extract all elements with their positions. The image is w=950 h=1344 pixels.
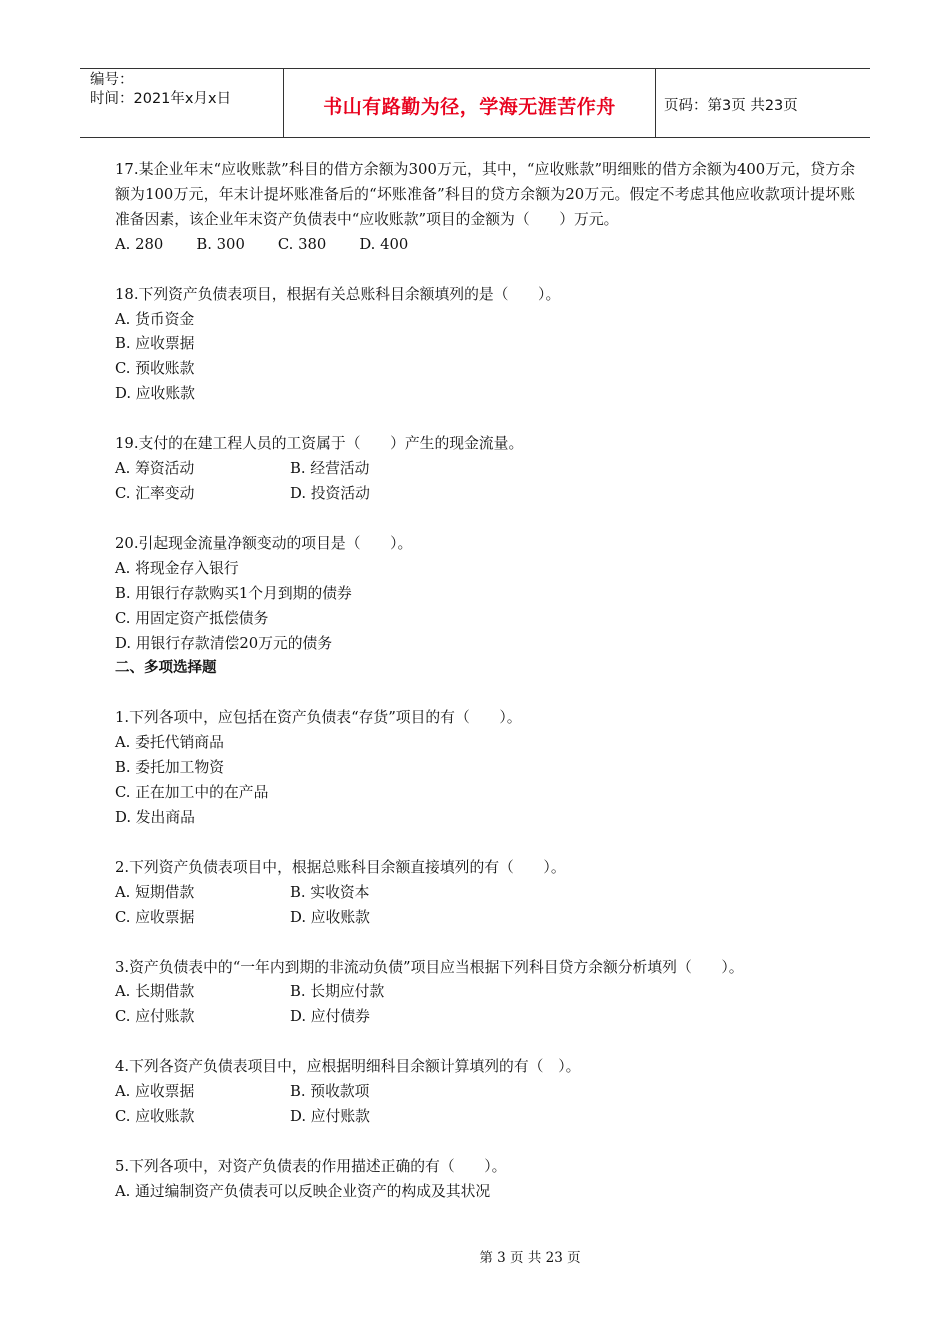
option-b: B. 长期应付款 [290, 983, 385, 1001]
option-d: D. 应收账款 [290, 908, 370, 926]
option-row [115, 482, 855, 507]
option-a: A. 应收票据 [115, 1083, 195, 1101]
question-text: 18.下列资产负债表项目，根据有关总账科目余额填列的是（ ）。 [115, 285, 561, 303]
option-a: A. 将现金存入银行 [115, 559, 239, 577]
multi-question-4 [115, 1055, 855, 1130]
option-row [115, 233, 855, 258]
option-b: B. 300 [196, 235, 245, 253]
page-label: 页码：第3页 共23页 [664, 98, 798, 114]
section-title: 二、多项选择题 [115, 660, 217, 677]
motto-text: 书山有路勤为径，学海无涯苦作舟 [323, 95, 616, 118]
option-b: B. 用银行存款购买1个月到期的债券 [115, 584, 352, 602]
question-text: 17.某企业年末“应收账款”科目的借方余额为300万元，其中，“应收账款”明细账的借方余额为400万元，贷方余额为100万元，年末计提坏账准备后的“坏账准备”科目的贷方余额为20万元。假定不考虑其他应收款项计提坏账准备因素，该企业年末资产负债表中“应收账款”项目的金额为（ ）万元。 [115, 161, 855, 228]
option-c: C. 预收账款 [115, 360, 195, 378]
option-row [115, 906, 855, 931]
option-a: A. 长期借款 [115, 983, 195, 1001]
question-text: 2.下列资产负债表项目中，根据总账科目余额直接填列的有（ ）。 [115, 858, 566, 876]
question-text: 19.支付的在建工程人员的工资属于（ ）产生的现金流量。 [115, 435, 524, 453]
header-motto-cell [283, 69, 656, 137]
question-text: 5.下列各项中，对资产负债表的作用描述正确的有（ ）。 [115, 1158, 507, 1175]
number-label: 编号： [90, 72, 134, 88]
option-b: B. 委托加工物资 [115, 759, 225, 777]
option-b: B. 经营活动 [290, 460, 370, 478]
question-18 [115, 283, 855, 408]
question-19 [115, 432, 855, 507]
option-row [115, 980, 855, 1005]
page-footer: 第 3 页 共 23 页 [479, 1250, 581, 1266]
document-body [115, 158, 855, 1205]
question-20 [115, 532, 855, 657]
question-text: 20.引起现金流量净额变动的项目是（ ）。 [115, 534, 413, 552]
option-c: C. 380 [277, 235, 327, 253]
option-c: C. 应付账款 [115, 1008, 195, 1026]
option-d: D. 400 [359, 235, 409, 253]
multi-question-3 [115, 956, 855, 1031]
option-c: C. 正在加工中的在产品 [115, 784, 269, 802]
option-b: B. 实收资本 [290, 883, 370, 901]
time-label: 时间：2021年x月x日 [90, 91, 232, 107]
option-d: D. 应付账款 [290, 1108, 370, 1126]
option-row [115, 457, 855, 482]
option-b: B. 应收票据 [115, 335, 195, 353]
option-row [115, 1080, 855, 1105]
option-row [115, 881, 855, 906]
option-a: A. 280 [115, 235, 164, 253]
option-b: B. 预收款项 [290, 1083, 370, 1101]
option-a: A. 委托代销商品 [115, 734, 224, 752]
option-a: A. 货币资金 [115, 310, 195, 328]
option-c: C. 汇率变动 [115, 484, 195, 502]
option-d: D. 用银行存款清偿20万元的债务 [115, 634, 333, 652]
multi-question-1 [115, 706, 855, 831]
header-left [90, 71, 280, 109]
option-d: D. 投资活动 [290, 484, 370, 502]
option-row [115, 1105, 855, 1130]
option-d: D. 发出商品 [115, 808, 195, 826]
option-a: A. 通过编制资产负债表可以反映企业资产的构成及其状况 [115, 1182, 491, 1200]
option-row [115, 1005, 855, 1030]
page-header [80, 68, 870, 138]
question-text: 4.下列各资产负债表项目中，应根据明细科目余额计算填列的有（ ）。 [115, 1058, 581, 1076]
question-text: 1.下列各项中，应包括在资产负债表“存货”项目的有（ ）。 [115, 709, 522, 727]
option-a: A. 短期借款 [115, 883, 195, 901]
question-text: 3.资产负债表中的“一年内到期的非流动负债”项目应当根据下列科目贷方余额分析填列（ ）。 [115, 958, 744, 976]
multi-question-2 [115, 856, 855, 931]
multi-question-5 [115, 1155, 855, 1205]
option-a: A. 筹资活动 [115, 460, 195, 478]
option-c: C. 用固定资产抵偿债务 [115, 609, 269, 627]
option-d: D. 应付债券 [290, 1008, 370, 1026]
question-17 [115, 158, 855, 258]
option-c: C. 应收票据 [115, 908, 195, 926]
option-c: C. 应收账款 [115, 1108, 195, 1126]
option-d: D. 应收账款 [115, 385, 195, 403]
